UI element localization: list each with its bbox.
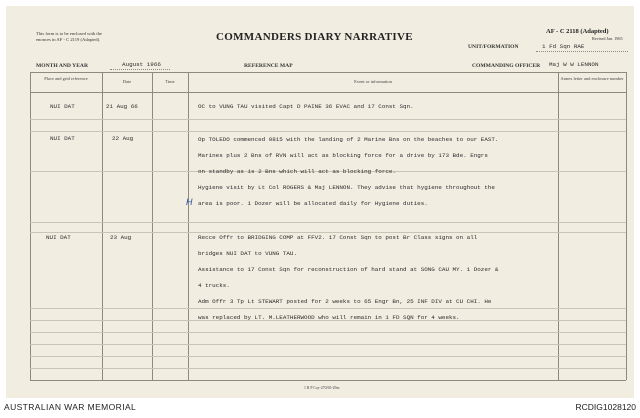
column-header-event: Event or information	[354, 79, 392, 84]
entry-place: NUI DAT	[50, 103, 75, 110]
entry-line: was replaced by LT. M.LEATHERWOOD who will remain in 1 FD SQN for 4 weeks.	[198, 314, 460, 321]
column-header-time: Time	[165, 79, 175, 84]
entry-line: Marines plus 2 Bns of RVN will act as blocking force for a drive by 173 Bde. Engrs	[198, 152, 488, 159]
entry-line: on standby as is 2 Bns which will act as blocking force.	[198, 168, 396, 175]
month-value: August 1966	[122, 61, 161, 68]
page-title: COMMANDERS DIARY NARRATIVE	[216, 31, 413, 43]
entry-place: NUI DAT	[50, 135, 75, 142]
commanding-officer-value: Maj W W LENNON	[549, 61, 599, 68]
unit-value: 1 Fd Sqn RAE	[542, 43, 585, 50]
unit-label: UNIT/FORMATION	[468, 44, 519, 50]
form-print-code: 1 R P Coy-270/65-29m	[304, 386, 340, 390]
month-label: MONTH AND YEAR	[36, 63, 89, 69]
entry-date: 22 Aug	[112, 135, 134, 142]
entry-line: Adm Offr 3 Tp Lt STEWART posted for 2 weeks to 65 Engr Bn, 25 INF DIV at CU CHI. He	[198, 298, 492, 305]
entry-place: NUI DAT	[46, 234, 71, 241]
diary-page	[6, 6, 634, 398]
entry-date: 23 Aug	[110, 234, 132, 241]
commanding-officer-label: COMMANDING OFFICER	[472, 63, 541, 69]
reference-map-label: REFERENCE MAP	[244, 63, 293, 69]
enclosure-note-line2: enonces in AF - C 2119 (Adapted).	[36, 37, 101, 42]
column-header-annex: Annex letter and enclosure number	[560, 76, 624, 81]
column-header-date: Date	[122, 79, 132, 84]
archive-name: AUSTRALIAN WAR MEMORIAL	[4, 402, 137, 412]
entry-line: 4 trucks.	[198, 282, 230, 289]
entry-line: Recce Offr to BRIDGING COMP at FFV2. 17 Const Sqn to post Br Class signs on all	[198, 234, 478, 241]
archive-footer	[0, 398, 640, 418]
entry-line: Op TOLEDO commenced 0815 with the landing of 2 Marine Bns on the beaches to our EAST.	[198, 136, 499, 143]
column-header-place: Place and grid reference	[44, 76, 88, 81]
handwritten-margin-mark: H	[186, 197, 193, 207]
entry-line: Hygiene visit by Lt Col ROGERS & Maj LENNON. They advise that hygiene throughout the	[198, 184, 495, 191]
archive-id: RCDIG1028120	[575, 402, 636, 412]
entry-line: area is poor. 1 Dozer will be allocated daily for Hygiene duties.	[198, 200, 428, 207]
entry-line: Assistance to 17 Const Sqn for reconstruction of hard stand at SONG CAU MY. 1 Dozer &	[198, 266, 499, 273]
entry-line: OC to VUNG TAU visited Capt D PAINE 36 EVAC and 17 Const Sqn.	[198, 103, 414, 110]
entry-line: bridges NUI DAT to VUNG TAU.	[198, 250, 297, 257]
form-code: AF - C 2118 (Adapted)	[546, 28, 609, 35]
revised-date: Revised Jan. 1965	[592, 36, 623, 41]
entry-date: 21 Aug 66	[106, 103, 138, 110]
enclosure-note-line1: This form is to be enclosed with the	[36, 31, 102, 36]
